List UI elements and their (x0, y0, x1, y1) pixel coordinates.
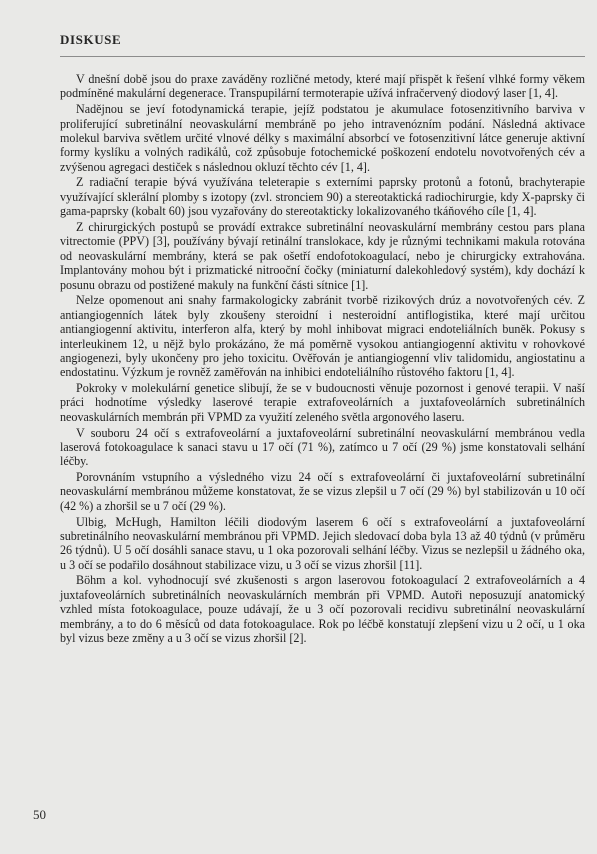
paragraph: Z chirurgických postupů se provádí extrakce subretinální neovaskulární membrány cestou pars plana vitrectomie (PPV) [3], používány bývají retinální translokace, kdy je různými technikami makula rotována od neovaskulární membrány, která se pak ošetří endofotokoagulací, nebo je chirurgicky extrahována. Implantovány mohou být i prizmatické nitrooční čočky (miniaturní dalekohledový systém), kdy dochází k posunu obrazu od postižené makuly na funkční části sítnice [1]. (60, 219, 585, 292)
body-text (60, 72, 585, 647)
paragraph: V dnešní době jsou do praxe zaváděny rozličné metody, které mají přispět k řešení vlhké formy věkem podmíněné makulární degenerace. Transpupilární termoterapie užívá infračervený diodový laser [1, 4]. (60, 72, 585, 101)
paragraph: Nadějnou se jeví fotodynamická terapie, jejíž podstatou je akumulace fotosenzitivního barviva v proliferující subretinální neovaskulární membráně po jeho intravenózním podání. Následná aktivace molekul barviva světlem určité vlnové délky s maximální absorbcí ve fotosenzitivní látce generuje aktivní formy kyslíku a volných radikálů, což způsobuje fotochemické poškození endotelu novotvořených cév a zvýšenou agregaci destiček s následnou okluzí těchto cév [1, 4]. (60, 102, 585, 174)
section-heading: DISKUSE (60, 32, 122, 47)
paragraph: Böhm a kol. vyhodnocují své zkušenosti s argon laserovou fotokoagulací 2 extrafoveolárních a 4 juxtafoveolárních subretinálních neovaskulárních membrán při VPMD. Autoři neposuzují anatomický vzhled místa fotokoagulace, pouze udávají, že u 3 očí pozorovali recidivu subretinální neovaskulární membrány, a to do 6 měsíců od data fotokoagulace. Rok po léčbě konstatují zlepšení vizu u 2 očí, u 1 oka byl vizus beze změny a u 3 očí se vizus zhoršil [2]. (60, 573, 585, 646)
paragraph: Pokroky v molekulární genetice slibují, že se v budoucnosti věnuje pozornost i genové terapii. V naší práci hodnotíme výsledky laserové terapie extrafoveolárních a juxtafoveolárních subretinálních neovaskulárních membrán při VPMD za využití zeleného světla argonového laseru. (60, 381, 585, 424)
paragraph: Porovnáním vstupního a výsledného vizu 24 očí s extrafoveolární či juxtafoveolární subretinální neovaskulární membránou můžeme konstatovat, že se vizus zlepšil u 7 očí (29 %) byl stabilizován u 10 očí (42 %) a zhoršil se u 7 očí (29 %). (60, 470, 585, 513)
heading-divider (60, 56, 585, 57)
page-number: 50 (33, 807, 46, 822)
paragraph: Nelze opomenout ani snahy farmakologicky zabránit tvorbě rizikových drúz a novotvořených cév. Z antiangiogenních látek byly zkoušeny steroidní i nesteroidní antiflogistika, které mají určitou antiangiogenní aktivitu, interferon alfa, který by mohl inhibovat migraci endoteliálních buněk. Pokusy s interleukinem 12, u nějž bylo prokázáno, že má poměrně vysokou antiangiogenní aktivitu v rohovkové angiogenezi, byly ukončeny pro jeho toxicitu. Ověřován je antiangiogenní vliv talidomidu, angiostatinu a endostatinu. Výzkum je rovněž zaměřován na inhibici endoteliálního růstového faktoru [1, 4]. (60, 293, 585, 380)
paragraph: V souboru 24 očí s extrafoveolární a juxtafoveolární subretinální neovaskulární membránou vedla laserová fotokoagulace k sanaci stavu u 17 očí (71 %), zatímco u 7 očí (29 %) jsme konstatovali selhání léčby. (60, 425, 585, 469)
paragraph: Ulbig, McHugh, Hamilton léčili diodovým laserem 6 očí s extrafoveolární a juxtafoveolární subretinálního neovaskulární membránou při VPMD. Jejich sledovací doba byla 13 až 40 týdnů (v průměru 26 týdnů). U 5 očí dosáhli sanace stavu, u 1 oka pozorovali selhání léčby. Vizus se nezlepšil u žádného oka, u 3 očí se podařilo dosáhnout stabilizace vizu, u 3 očí se vizus zhoršil [11]. (60, 514, 585, 572)
paragraph: Z radiační terapie bývá využívána teleterapie s externími paprsky protonů a fotonů, brachyterapie využívající sklerální plomby s izotopy (zvl. stronciem 90) a stereotaktická radiochirurgie, kdy X-paprsky či gama-paprsky (kobalt 60) jsou vyzařovány do stereotakticky lokalizovaného tkáňového cíle [1, 4]. (60, 175, 585, 219)
